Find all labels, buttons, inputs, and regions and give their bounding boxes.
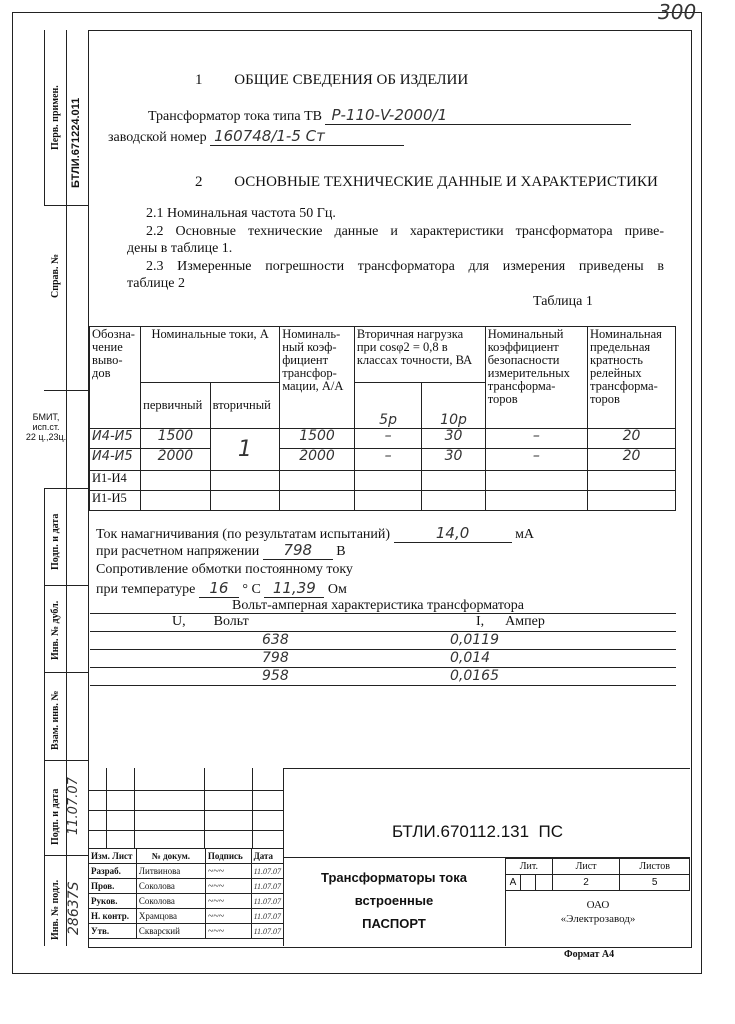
cell-terminals: И1-И4 <box>90 471 141 491</box>
magnetization-label: Ток намагничивания (по результатам испытаний) <box>96 527 391 542</box>
serial-label: заводской номер <box>108 130 207 145</box>
cell-ratio <box>280 491 355 511</box>
label-podp-data-2: Подп. и дата <box>50 788 61 845</box>
signature: ~~~ <box>205 909 251 924</box>
page-number: 300 <box>658 0 697 24</box>
cell-5p <box>354 491 421 511</box>
va-line <box>90 685 676 686</box>
bmit-line2: исп.ст. <box>32 422 60 432</box>
th-primary: первичный <box>141 383 211 429</box>
table-row <box>90 471 676 491</box>
va-u-2: 798 <box>262 650 289 666</box>
section1-title: ОБЩИЕ СВЕДЕНИЯ ОБ ИЗДЕЛИИ <box>234 72 469 88</box>
voltage-line <box>96 541 346 560</box>
va-i-1: 0,0119 <box>450 632 499 648</box>
sign-row <box>89 909 284 924</box>
sign-date: 11.07.07 <box>251 909 283 924</box>
serial-value: 160748/1-5 Ст <box>210 127 404 146</box>
signature-table <box>88 848 284 939</box>
th-ratio: Номиналь-ный коэф-фициент трансфор-мации, А/А <box>280 327 355 429</box>
th-currents: Номинальные токи, А <box>141 327 280 383</box>
cell-terminals: И4-И5 <box>90 449 141 471</box>
side-line <box>44 488 88 489</box>
org-line-1: ОАО <box>586 899 610 911</box>
product-title-2: встроенные <box>354 893 434 908</box>
sign-head-doc: № докум. <box>136 849 205 864</box>
side-outer <box>44 488 45 946</box>
person-name: Соколова <box>136 879 205 894</box>
stamp-col <box>252 768 253 848</box>
cell-safety <box>485 491 587 511</box>
role: Руков. <box>89 894 137 909</box>
th-multiplicity: Номинальная предельная кратность релейных трансформа-торов <box>587 327 675 429</box>
va-i-2: 0,014 <box>450 650 491 666</box>
th-designation: Обозна-чение выво-дов <box>90 327 141 429</box>
stamp-col <box>204 768 205 848</box>
label-inv-dubl: Инв. № дубл. <box>50 600 61 660</box>
va-u-1: 638 <box>262 632 289 648</box>
person-name: Соколова <box>136 894 205 909</box>
th-secondary: вторичный <box>210 383 280 429</box>
para-2-2a: 2.2 Основные технические данные и характеристики трансформатора приве- <box>146 224 664 239</box>
cell-10p: 30 <box>422 429 485 449</box>
role: Пров. <box>89 879 137 894</box>
side-line <box>44 585 88 586</box>
cell-mult <box>587 471 675 491</box>
cell-5p: – <box>354 429 421 449</box>
cell-safety: – <box>485 449 587 471</box>
sign-date: 11.07.07 <box>251 894 283 909</box>
sign-date: 11.07.07 <box>251 924 283 939</box>
cell-mult <box>587 491 675 511</box>
table-row <box>90 429 676 449</box>
cell-terminals: И1-И5 <box>90 491 141 511</box>
cell-secondary-empty <box>210 471 280 491</box>
cell-ratio: 2000 <box>280 449 355 471</box>
table-row <box>90 491 676 511</box>
side-line <box>44 760 88 761</box>
person-name: Храмцова <box>136 909 205 924</box>
va-col-u: U, Вольт <box>172 614 249 629</box>
va-u-3: 958 <box>262 668 289 684</box>
cell-5p: – <box>354 449 421 471</box>
th-load: Вторичная нагрузка при cosφ2 = 0,8 в классах точности, ВА <box>354 327 485 383</box>
magnetization-unit: мА <box>515 527 535 542</box>
voltage-unit: В <box>336 544 346 559</box>
side-line <box>44 855 88 856</box>
va-i-3: 0,0165 <box>450 668 499 684</box>
sign-date: 11.07.07 <box>251 864 283 879</box>
cell-safety: – <box>485 429 587 449</box>
type-value: Р-110-V-2000/1 <box>325 106 631 125</box>
lit-table <box>505 858 690 891</box>
stamp-col <box>134 768 135 848</box>
signature: ~~~ <box>205 924 251 939</box>
stamp-line <box>88 830 283 831</box>
format-label: Формат А4 <box>564 949 615 960</box>
sign-head-izm-text: Изм. <box>91 851 110 861</box>
th-class-5p: 5р <box>354 383 421 429</box>
cell-mult: 20 <box>587 449 675 471</box>
transformer-type-line <box>148 106 631 125</box>
signature: ~~~ <box>205 894 251 909</box>
cell-secondary-empty <box>210 491 280 511</box>
sign-row <box>89 894 284 909</box>
section1-number: 1 <box>195 72 203 88</box>
cell-safety <box>485 471 587 491</box>
section2-title: ОСНОВНЫЕ ТЕХНИЧЕСКИЕ ДАННЫЕ И ХАРАКТЕРИСТИКИ <box>234 174 658 190</box>
sign-row <box>89 864 284 879</box>
para-2-3b: таблице 2 <box>127 276 185 291</box>
role: Н. контр. <box>89 909 137 924</box>
section2-heading <box>195 174 658 191</box>
cell-primary: 2000 <box>141 449 211 471</box>
listov-value: 5 <box>620 875 690 891</box>
person-name: Литвинова <box>136 864 205 879</box>
label-perv-code: БТЛИ.671224.011 <box>70 97 82 188</box>
cell-10p: 30 <box>422 449 485 471</box>
temperature-line <box>96 579 347 598</box>
doc-code: БТЛИ.670112.131 ПС <box>392 822 563 841</box>
lit-label: Лит. <box>506 859 553 875</box>
product-title-3: ПАСПОРТ <box>362 916 426 931</box>
type-label: Трансформатор тока типа ТВ <box>148 109 322 124</box>
stamp-line <box>88 790 283 791</box>
bmit-line1: БМИТ, <box>32 412 60 422</box>
lit-value: А <box>506 875 521 891</box>
para-2-1: 2.1 Номинальная частота 50 Гц. <box>146 206 336 221</box>
va-title: Вольт-амперная характеристика трансформатора <box>232 598 525 613</box>
cell-ratio <box>280 471 355 491</box>
side-line <box>44 205 88 206</box>
label-podp-data: Подп. и дата <box>50 513 61 570</box>
section1-heading <box>195 72 468 89</box>
temp-unit: ° С <box>242 582 261 597</box>
stamp-col <box>106 768 107 848</box>
cell-5p <box>354 471 421 491</box>
resistance-label: Сопротивление обмотки постоянному току <box>96 562 353 577</box>
cell-ratio: 1500 <box>280 429 355 449</box>
cell-secondary: 1 <box>210 429 280 471</box>
product-title <box>284 866 504 935</box>
side-line <box>44 672 88 673</box>
label-vzam: Взам. инв. № <box>50 690 61 750</box>
lit-empty <box>535 875 552 891</box>
va-col-i: I, Ампер <box>476 614 545 629</box>
sign-date: 11.07.07 <box>251 879 283 894</box>
sign-row <box>89 879 284 894</box>
label-bmit <box>22 412 70 442</box>
cell-terminals: И4-И5 <box>90 429 141 449</box>
lit-empty <box>520 875 535 891</box>
role: Разраб. <box>89 864 137 879</box>
product-title-1: Трансформаторы тока <box>321 870 467 885</box>
temp-label: при температуре <box>96 582 196 597</box>
table-row <box>90 449 676 471</box>
bmit-line3: 22 ц.,23ц. <box>25 432 67 442</box>
para-2-3a: 2.3 Измеренные погрешности трансформатора для измерения приведены в <box>146 259 664 274</box>
signature: ~~~ <box>205 879 251 894</box>
list-value: 2 <box>552 875 620 891</box>
sign-head-list: Лист <box>112 851 133 861</box>
voltage-value: 798 <box>263 541 333 560</box>
sign-head-izm <box>89 849 137 864</box>
th-class-10p: 10р <box>422 383 485 429</box>
magnetization-value: 14,0 <box>394 524 512 543</box>
person-name: Скварский <box>136 924 205 939</box>
list-label: Лист <box>552 859 620 875</box>
side-line <box>44 390 88 391</box>
cell-primary <box>141 491 211 511</box>
label-sprav: Справ. № <box>50 254 61 298</box>
cell-primary: 1500 <box>141 429 211 449</box>
side-inv-handwritten: 28637S <box>66 881 82 935</box>
sign-head-date: Дата <box>251 849 283 864</box>
va-line <box>90 649 676 650</box>
role: Утв. <box>89 924 137 939</box>
sign-row <box>89 924 284 939</box>
cell-mult: 20 <box>587 429 675 449</box>
listov-label: Листов <box>620 859 690 875</box>
section2-number: 2 <box>195 174 203 190</box>
side-date-handwritten: 11.07.07 <box>66 777 81 835</box>
signature: ~~~ <box>205 864 251 879</box>
th-safety: Номинальный коэффициент безопасности измерительных трансформа-торов <box>485 327 587 429</box>
stamp-top <box>283 768 690 769</box>
sign-head-sign: Подпись <box>205 849 251 864</box>
cell-10p <box>422 471 485 491</box>
para-2-2b: дены в таблице 1. <box>127 241 233 256</box>
side-outer <box>44 30 45 205</box>
va-line <box>90 631 676 632</box>
table1 <box>89 326 676 511</box>
org-line-2: «Электрозавод» <box>560 913 636 925</box>
stamp-line <box>88 810 283 811</box>
temp-value: 16 <box>199 579 239 598</box>
cell-primary <box>141 471 211 491</box>
label-perv-primen: Перв. примен. <box>50 85 61 150</box>
organization <box>506 898 690 926</box>
voltage-label: при расчетном напряжении <box>96 544 260 559</box>
resistance-value: 11,39 <box>264 579 324 598</box>
cell-10p <box>422 491 485 511</box>
va-line <box>90 667 676 668</box>
table1-caption: Таблица 1 <box>533 294 593 309</box>
serial-line <box>108 127 404 146</box>
label-inv-podl: Инв. № подл. <box>50 879 61 940</box>
resistance-unit: Ом <box>327 582 347 597</box>
